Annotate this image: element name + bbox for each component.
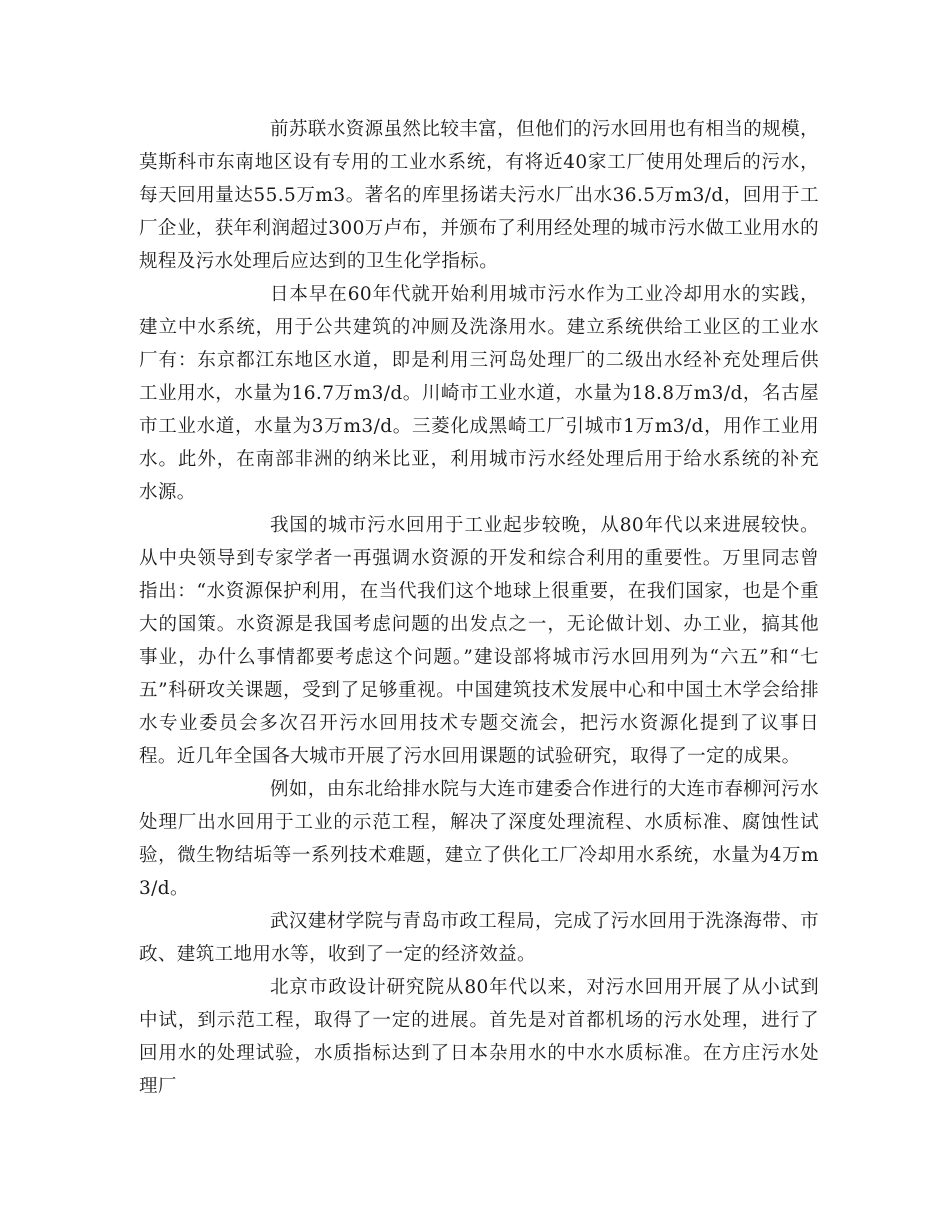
- paragraph-wuhan-qingdao: 武汉建材学院与青岛市政工程局，完成了污水回用于洗涤海带、市政、建筑工地用水等，收到了一定的经济效益。: [139, 911, 819, 965]
- document-body: [139, 113, 819, 1103]
- paragraph-dalian-example: 例如，由东北给排水院与大连市建委合作进行的大连市春柳河污水处理厂出水回用于工业的示范工程，解决了深度处理流程、水质标准、腐蚀性试验，微生物结垢等一系列技术难题，建立了供化工厂冷却用水系统，水量为4万m3/d。: [139, 779, 819, 899]
- paragraph-japan-reuse: 日本早在60年代就开始利用城市污水作为工业冷却用水的实践，建立中水系统，用于公共建筑的冲厕及洗涤用水。建立系统供给工业区的工业水厂有：东京都江东地区水道，即是利用三河岛处理厂的二级出水经补充处理后供工业用水，水量为16.7万m3/d。川崎市工业水道，水量为18.8万m3/d，名古屋市工业水道，水量为3万m3/d。三菱化成黑崎工厂引城市1万m3/d，用作工业用水。此外，在南部非洲的纳米比亚，利用城市污水经处理后用于给水系统的补充水源。: [139, 284, 819, 503]
- paragraph-beijing-institute: 北京市政设计研究院从80年代以来，对污水回用开展了从小试到中试，到示范工程，取得了一定的进展。首先是对首都机场的污水处理，进行了回用水的处理试验，水质指标达到了日本杂用水的中水水质标准。在方庄污水处理厂: [139, 977, 819, 1097]
- paragraph-soviet-reuse: 前苏联水资源虽然比较丰富，但他们的污水回用也有相当的规模，莫斯科市东南地区设有专用的工业水系统，有将近40家工厂使用处理后的污水，每天回用量达55.5万m3。著名的库里扬诺夫污水厂出水36.5万m3/d，回用于工厂企业，获年利润超过300万卢布，并颁布了利用经处理的城市污水做工业用水的规程及污水处理后应达到的卫生化学指标。: [139, 119, 819, 272]
- paragraph-china-reuse: 我国的城市污水回用于工业起步较晚，从80年代以来进展较快。从中央领导到专家学者一再强调水资源的开发和综合利用的重要性。万里同志曾指出：“水资源保护利用，在当代我们这个地球上很重要，在我们国家，也是个重大的国策。水资源是我国考虑问题的出发点之一，无论做计划、办工业，搞其他事业，办什么事情都要考虑这个问题。”建设部将城市污水回用列为“六五”和“七五”科研攻关课题，受到了足够重视。中国建筑技术发展中心和中国土木学会给排水专业委员会多次召开污水回用技术专题交流会，把污水资源化提到了议事日程。近几年全国各大城市开展了污水回用课题的试验研究，取得了一定的成果。: [139, 515, 819, 767]
